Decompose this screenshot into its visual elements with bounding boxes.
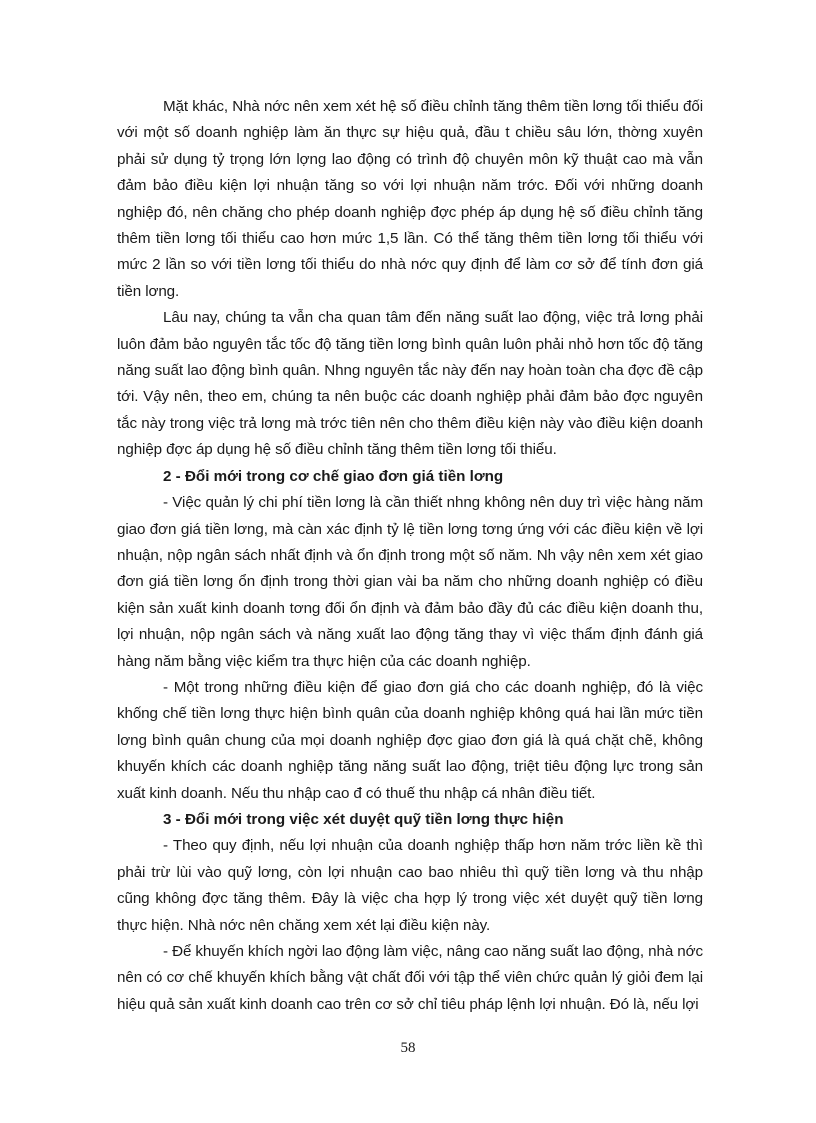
paragraph-6: - Để khuyến khích ngời lao động làm việc, nâng cao năng suất lao động, nhà nớc nên có cơ chế khuyến khích bằng vật chất đối với tập thể viên chức quản lý giỏi đem lại hiệu quả sản xuất kinh doanh cao trên cơ sở chỉ tiêu pháp lệnh lợi nhuận. Đó là, nếu lợi xyxy=(117,943,703,1013)
paragraph-5: - Theo quy định, nếu lợi nhuận của doanh nghiệp thấp hơn năm trớc liền kề thì phải trừ lùi vào quỹ lơng, còn lợi nhuận cao bao nhiêu thì quỹ tiền lơng và thu nhập cũng không đợc tăng thêm. Đây là việc cha hợp lý trong việc xét duyệt quỹ tiền lơng thực hiện. Nhà nớc nên chăng xem xét lại điều kiện này. xyxy=(117,837,703,934)
paragraph-3: - Việc quản lý chi phí tiền lơng là cần thiết nhng không nên duy trì việc hàng năm giao đơn giá tiền lơng, mà càn xác định tỷ lệ tiền lơng tơng ứng với các điều kiện về lợi nhuận, nộp ngân sách nhất định và ổn định trong một số năm. Nh vậy nên xem xét giao đơn giá tiền lơng ổn định trong thời gian vài ba năm cho những doanh nghiệp có điều kiện sản xuất kinh doanh tơng đối ổn định và đảm bảo đầy đủ các điều kiện doanh thu, lợi nhuận, nộp ngân sách và năng xuất lao động tăng thay vì việc thẩm định đánh giá hàng năm bằng việc kiểm tra thực hiện của các doanh nghiệp. xyxy=(117,494,703,670)
heading-section-3: 3 - Đổi mới trong việc xét duyệt quỹ tiền lơng thực hiện xyxy=(163,810,564,828)
page-number: 58 xyxy=(400,1040,416,1056)
heading-section-2: 2 - Đổi mới trong cơ chế giao đơn giá tiền lơng xyxy=(163,467,504,485)
paragraph-1: Mặt khác, Nhà nớc nên xem xét hệ số điều chỉnh tăng thêm tiền lơng tối thiểu đối với một số doanh nghiệp làm ăn thực sự hiệu quả, đầu t chiều sâu lớn, thờng xuyên phải sử dụng tỷ trọng lớn lợng lao động có trình độ chuyên môn kỹ thuật cao mà vẫn đảm bảo điều kiện lợi nhuận tăng so với lợi nhuận năm trớc. Đối với những doanh nghiệp đó, nên chăng cho phép doanh nghiệp đợc phép áp dụng hệ số điều chỉnh tăng thêm tiền lơng tối thiểu cao hơn mức 1,5 lần. Có thể tăng thêm tiền lơng tối thiểu với mức 2 lần so với tiền lơng tối thiểu do nhà nớc quy định để làm cơ sở để tính đơn giá tiền lơng. xyxy=(117,98,703,300)
paragraph-2: Lâu nay, chúng ta vẫn cha quan tâm đến năng suất lao động, việc trả lơng phải luôn đảm bảo nguyên tắc tốc độ tăng tiền lơng bình quân luôn phải nhỏ hơn tốc độ tăng năng suất lao động bình quân. Nhng nguyên tắc này đến nay hoàn toàn cha đợc đề cập tới. Vậy nên, theo em, chúng ta nên buộc các doanh nghiệp phải đảm bảo đợc nguyên tắc này trong việc trả lơng mà trớc tiên nên cho thêm điều kiện này vào điều kiện doanh nghiệp đợc áp dụng hệ số điều chỉnh tăng thêm tiền lơng tối thiểu. xyxy=(117,309,703,459)
page-body xyxy=(117,94,703,1018)
paragraph-4: - Một trong những điều kiện để giao đơn giá cho các doanh nghiệp, đó là việc khống chế tiền lơng thực hiện bình quân của doanh nghiệp không quá hai lần mức tiền lơng bình quân chung của mọi doanh nghiệp đợc giao đơn giá là quá chặt chẽ, không khuyến khích các doanh nghiệp tăng năng suất lao động, triệt tiêu động lực trong sản xuất kinh doanh. Nếu thu nhập cao đ có thuế thu nhập cá nhân điều tiết. xyxy=(117,678,703,802)
